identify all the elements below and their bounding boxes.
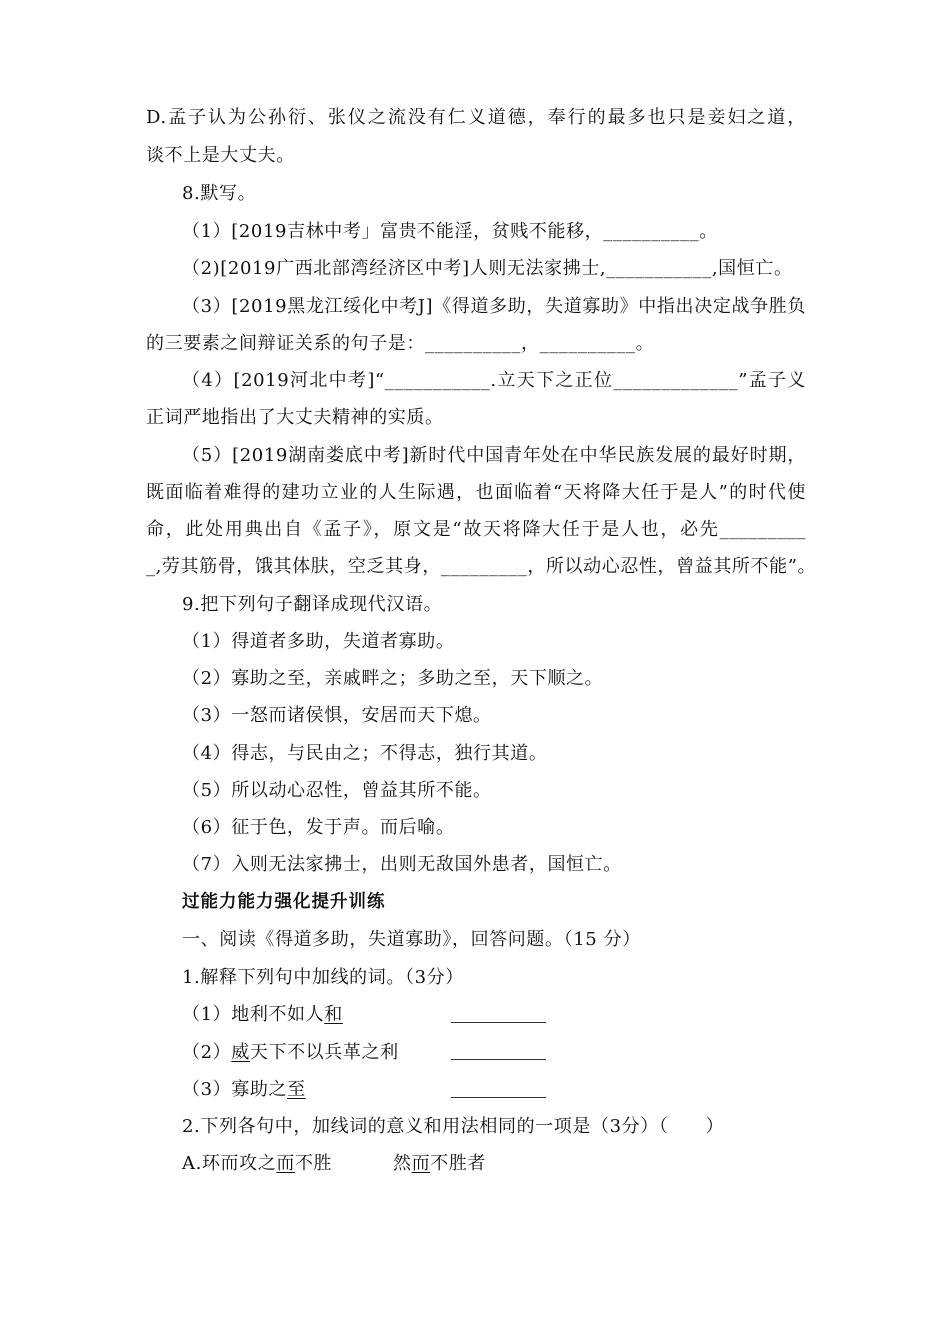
- question-1-item-3: （3）寡助之至: [182, 1079, 306, 1100]
- question-9-item-1: （1）得道者多助，失道者寡助。: [182, 631, 455, 652]
- question-9-heading: 9.把下列句子翻译成现代汉语。: [182, 594, 443, 615]
- option-a-compare-phrase: 然而不胜者: [393, 1153, 487, 1174]
- question-9-item-5: （5）所以动心忍性，曾益其所不能。: [182, 780, 492, 801]
- option-d-line-1: D.孟子认为公孙衍、张仪之流没有仁义道德，奉行的最多也只是妾妇之道，: [146, 107, 806, 128]
- underlined-word: 而: [276, 1153, 295, 1174]
- question-9-item-3: （3）一怒而诸侯惧，安居而天下熄。: [182, 705, 492, 726]
- underlined-word: 至: [287, 1079, 306, 1100]
- question-8-item-4-line-1: （4）[2019河北中考]“___________.立天下之正位_____________”孟子义: [182, 370, 806, 391]
- answer-blank-1[interactable]: [451, 1022, 546, 1023]
- question-2-heading: 2.下列各句中，加线词的意义和用法相同的一项是（3分）（ ）: [182, 1116, 725, 1137]
- question-9-item-6: （6）征于色，发于声。而后喻。: [182, 817, 455, 838]
- question-8-item-5-line-2: 既面临着难得的建功立业的人生际遇，也面临着“天将降大任于是人”的时代使: [146, 482, 806, 503]
- question-8-heading: 8.默写。: [182, 183, 257, 204]
- answer-blank-3[interactable]: [451, 1097, 546, 1098]
- question-2-option-a: A.环而攻之而不胜 然而不胜者: [182, 1153, 487, 1174]
- question-8-item-4-line-2: 正词严地指出了大丈夫精神的实质。: [146, 407, 444, 428]
- answer-blank-2[interactable]: [451, 1059, 546, 1060]
- underlined-word: 威: [231, 1042, 250, 1063]
- question-1-heading: 1.解释下列句中加线的词。（3分）: [182, 967, 464, 988]
- question-8-item-3-line-2: 的三要素之间辩证关系的句子是：__________，__________。: [146, 333, 655, 354]
- underlined-word: 和: [324, 1004, 343, 1025]
- option-d-line-2: 谈不上是大丈夫。: [146, 145, 295, 166]
- question-9-item-2: （2）寡助之至，亲戚畔之；多助之至，天下顺之。: [182, 668, 604, 689]
- question-1-item-1: （1）地利不如人和: [182, 1004, 343, 1025]
- section-heading: 过能力能力强化提升训练: [182, 892, 386, 912]
- question-9-item-7: （7）入则无法家拂士，出则无敌国外患者，国恒亡。: [182, 854, 622, 875]
- question-8-item-3-line-1: （3）[2019黑龙江绥化中考J]《得道多助，失道寡助》中指出决定战争胜负: [182, 296, 806, 317]
- question-9-item-4: （4）得志，与民由之；不得志，独行其道。: [182, 743, 548, 764]
- question-8-item-2: （2)[2019广西北部湾经济区中考]人则无法家拂士,___________,国恒亡。: [182, 258, 793, 279]
- question-8-item-5-line-4: _,劳其筋骨，饿其体肤，空乏其身，_________，所以动心忍性，曾益其所不能”。: [146, 556, 817, 577]
- underlined-word: 而: [411, 1153, 431, 1174]
- question-8-item-1: （1）[2019吉林中考」富贵不能淫，贫贱不能移，__________。: [182, 221, 718, 242]
- question-8-item-5-line-1: （5）[2019湖南娄底中考]新时代中国青年处在中华民族发展的最好时期，: [182, 445, 806, 466]
- question-8-item-5-line-3: 命，此处用典出自《孟子》，原文是“故天将降大任于是人也，必先_________: [146, 519, 806, 540]
- question-1-item-2: （2）威天下不以兵革之利: [182, 1042, 399, 1063]
- reading-instruction: 一、阅读《得道多助，失道寡助》，回答问题。（15 分）: [182, 929, 641, 950]
